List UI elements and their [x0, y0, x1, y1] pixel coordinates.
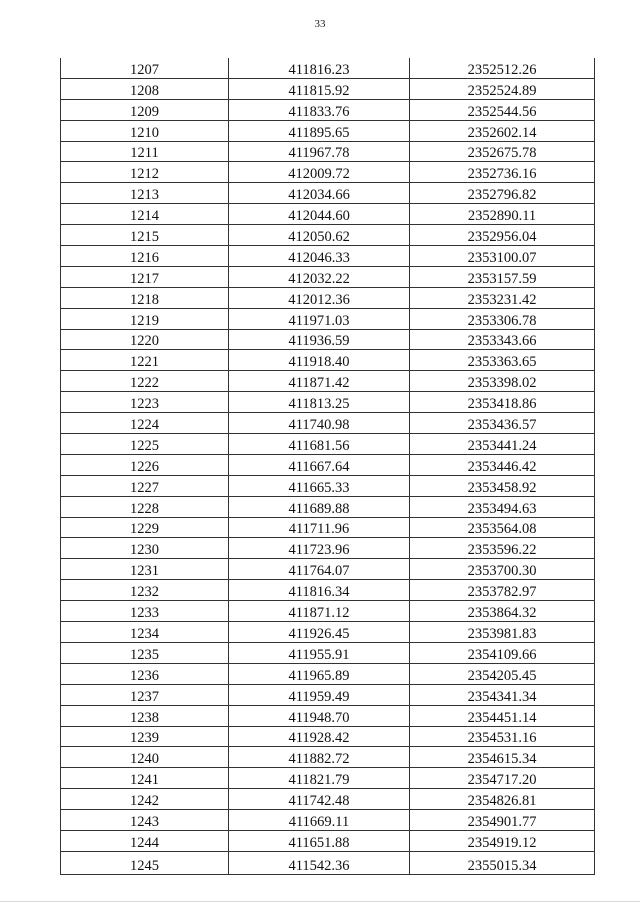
table-row — [61, 789, 595, 810]
table-row — [61, 371, 595, 392]
y-coordinate-cell: 2353700.30 — [410, 559, 595, 580]
table-row — [61, 58, 595, 78]
y-coordinate-cell: 2354341.34 — [410, 684, 595, 705]
point-number-cell: 1229 — [61, 517, 229, 538]
y-coordinate-cell: 2353363.65 — [410, 350, 595, 371]
y-coordinate-cell: 2354205.45 — [410, 663, 595, 684]
x-coordinate-cell: 411764.07 — [229, 559, 410, 580]
table-row — [61, 559, 595, 580]
point-number-cell: 1216 — [61, 246, 229, 267]
x-coordinate-cell: 412050.62 — [229, 225, 410, 246]
x-coordinate-cell: 411871.42 — [229, 371, 410, 392]
point-number-cell: 1215 — [61, 225, 229, 246]
table-row — [61, 120, 595, 141]
x-coordinate-cell: 411936.59 — [229, 329, 410, 350]
table-row — [61, 810, 595, 831]
table-row — [61, 413, 595, 434]
point-number-cell: 1218 — [61, 287, 229, 308]
y-coordinate-cell: 2353596.22 — [410, 538, 595, 559]
x-coordinate-cell: 411882.72 — [229, 747, 410, 768]
y-coordinate-cell: 2353231.42 — [410, 287, 595, 308]
x-coordinate-cell: 411681.56 — [229, 434, 410, 455]
x-coordinate-cell: 411542.36 — [229, 851, 410, 874]
y-coordinate-cell: 2352544.56 — [410, 99, 595, 120]
point-number-cell: 1223 — [61, 392, 229, 413]
x-coordinate-cell: 411667.64 — [229, 454, 410, 475]
x-coordinate-cell: 411967.78 — [229, 141, 410, 162]
x-coordinate-cell: 411965.89 — [229, 663, 410, 684]
x-coordinate-cell: 411816.23 — [229, 58, 410, 78]
x-coordinate-cell: 411742.48 — [229, 789, 410, 810]
point-number-cell: 1219 — [61, 308, 229, 329]
y-coordinate-cell: 2354717.20 — [410, 768, 595, 789]
x-coordinate-cell: 412046.33 — [229, 246, 410, 267]
y-coordinate-cell: 2352602.14 — [410, 120, 595, 141]
point-number-cell: 1231 — [61, 559, 229, 580]
table-row — [61, 726, 595, 747]
x-coordinate-cell: 411971.03 — [229, 308, 410, 329]
x-coordinate-cell: 412034.66 — [229, 183, 410, 204]
x-coordinate-cell: 411948.70 — [229, 705, 410, 726]
y-coordinate-cell: 2352524.89 — [410, 78, 595, 99]
x-coordinate-cell: 411821.79 — [229, 768, 410, 789]
y-coordinate-cell: 2353446.42 — [410, 454, 595, 475]
y-coordinate-cell: 2352512.26 — [410, 58, 595, 78]
y-coordinate-cell: 2352796.82 — [410, 183, 595, 204]
point-number-cell: 1213 — [61, 183, 229, 204]
point-number-cell: 1234 — [61, 622, 229, 643]
table-row — [61, 141, 595, 162]
table-row — [61, 642, 595, 663]
y-coordinate-cell: 2353864.32 — [410, 601, 595, 622]
table-row — [61, 266, 595, 287]
x-coordinate-cell: 411815.92 — [229, 78, 410, 99]
y-coordinate-cell: 2353782.97 — [410, 580, 595, 601]
point-number-cell: 1217 — [61, 266, 229, 287]
table-row — [61, 830, 595, 851]
table-row — [61, 475, 595, 496]
table-row — [61, 329, 595, 350]
point-number-cell: 1235 — [61, 642, 229, 663]
x-coordinate-cell: 411689.88 — [229, 496, 410, 517]
x-coordinate-cell: 412032.22 — [229, 266, 410, 287]
point-number-cell: 1226 — [61, 454, 229, 475]
point-number-cell: 1227 — [61, 475, 229, 496]
point-number-cell: 1240 — [61, 747, 229, 768]
y-coordinate-cell: 2354919.12 — [410, 830, 595, 851]
y-coordinate-cell: 2352890.11 — [410, 204, 595, 225]
x-coordinate-cell: 411651.88 — [229, 830, 410, 851]
x-coordinate-cell: 412009.72 — [229, 162, 410, 183]
y-coordinate-cell: 2353564.08 — [410, 517, 595, 538]
x-coordinate-cell: 412044.60 — [229, 204, 410, 225]
table-row — [61, 183, 595, 204]
point-number-cell: 1225 — [61, 434, 229, 455]
table-row — [61, 663, 595, 684]
table-row — [61, 99, 595, 120]
y-coordinate-cell: 2354826.81 — [410, 789, 595, 810]
table-row — [61, 204, 595, 225]
table-row — [61, 246, 595, 267]
x-coordinate-cell: 411816.34 — [229, 580, 410, 601]
point-number-cell: 1245 — [61, 851, 229, 874]
point-number-cell: 1209 — [61, 99, 229, 120]
point-number-cell: 1232 — [61, 580, 229, 601]
table-row — [61, 454, 595, 475]
y-coordinate-cell: 2353343.66 — [410, 329, 595, 350]
x-coordinate-cell: 411665.33 — [229, 475, 410, 496]
page-number: 33 — [314, 18, 326, 30]
y-coordinate-cell: 2354615.34 — [410, 747, 595, 768]
y-coordinate-cell: 2352956.04 — [410, 225, 595, 246]
point-number-cell: 1238 — [61, 705, 229, 726]
table-row — [61, 684, 595, 705]
y-coordinate-cell: 2354531.16 — [410, 726, 595, 747]
x-coordinate-cell: 411928.42 — [229, 726, 410, 747]
coordinates-table — [60, 58, 595, 875]
point-number-cell: 1222 — [61, 371, 229, 392]
y-coordinate-cell: 2354901.77 — [410, 810, 595, 831]
y-coordinate-cell: 2353436.57 — [410, 413, 595, 434]
table-row — [61, 622, 595, 643]
y-coordinate-cell: 2353458.92 — [410, 475, 595, 496]
table-row — [61, 350, 595, 371]
point-number-cell: 1228 — [61, 496, 229, 517]
table-row — [61, 496, 595, 517]
point-number-cell: 1237 — [61, 684, 229, 705]
point-number-cell: 1224 — [61, 413, 229, 434]
table-row — [61, 768, 595, 789]
table-row — [61, 580, 595, 601]
x-coordinate-cell: 411723.96 — [229, 538, 410, 559]
y-coordinate-cell: 2353398.02 — [410, 371, 595, 392]
y-coordinate-cell: 2353418.86 — [410, 392, 595, 413]
table-row — [61, 705, 595, 726]
x-coordinate-cell: 411669.11 — [229, 810, 410, 831]
y-coordinate-cell: 2355015.34 — [410, 851, 595, 874]
x-coordinate-cell: 411740.98 — [229, 413, 410, 434]
x-coordinate-cell: 412012.36 — [229, 287, 410, 308]
point-number-cell: 1220 — [61, 329, 229, 350]
y-coordinate-cell: 2353981.83 — [410, 622, 595, 643]
y-coordinate-cell: 2353441.24 — [410, 434, 595, 455]
x-coordinate-cell: 411813.25 — [229, 392, 410, 413]
x-coordinate-cell: 411871.12 — [229, 601, 410, 622]
table-row — [61, 851, 595, 874]
point-number-cell: 1210 — [61, 120, 229, 141]
point-number-cell: 1236 — [61, 663, 229, 684]
table-row — [61, 538, 595, 559]
x-coordinate-cell: 411959.49 — [229, 684, 410, 705]
table-row — [61, 287, 595, 308]
table-row — [61, 601, 595, 622]
y-coordinate-cell: 2352675.78 — [410, 141, 595, 162]
x-coordinate-cell: 411711.96 — [229, 517, 410, 538]
x-coordinate-cell: 411926.45 — [229, 622, 410, 643]
point-number-cell: 1214 — [61, 204, 229, 225]
table-row — [61, 392, 595, 413]
y-coordinate-cell: 2353100.07 — [410, 246, 595, 267]
point-number-cell: 1207 — [61, 58, 229, 78]
point-number-cell: 1212 — [61, 162, 229, 183]
point-number-cell: 1244 — [61, 830, 229, 851]
table-row — [61, 747, 595, 768]
point-number-cell: 1241 — [61, 768, 229, 789]
table-row — [61, 434, 595, 455]
point-number-cell: 1233 — [61, 601, 229, 622]
x-coordinate-cell: 411955.91 — [229, 642, 410, 663]
point-number-cell: 1211 — [61, 141, 229, 162]
point-number-cell: 1208 — [61, 78, 229, 99]
x-coordinate-cell: 411895.65 — [229, 120, 410, 141]
coordinates-table-body — [61, 58, 595, 874]
y-coordinate-cell: 2354451.14 — [410, 705, 595, 726]
table-row — [61, 78, 595, 99]
table-row — [61, 225, 595, 246]
y-coordinate-cell: 2353157.59 — [410, 266, 595, 287]
table-row — [61, 308, 595, 329]
y-coordinate-cell: 2353494.63 — [410, 496, 595, 517]
x-coordinate-cell: 411833.76 — [229, 99, 410, 120]
y-coordinate-cell: 2353306.78 — [410, 308, 595, 329]
table-row — [61, 162, 595, 183]
y-coordinate-cell: 2354109.66 — [410, 642, 595, 663]
page-bottom-rule — [0, 901, 640, 902]
point-number-cell: 1242 — [61, 789, 229, 810]
point-number-cell: 1230 — [61, 538, 229, 559]
y-coordinate-cell: 2352736.16 — [410, 162, 595, 183]
point-number-cell: 1243 — [61, 810, 229, 831]
x-coordinate-cell: 411918.40 — [229, 350, 410, 371]
point-number-cell: 1239 — [61, 726, 229, 747]
table-row — [61, 517, 595, 538]
point-number-cell: 1221 — [61, 350, 229, 371]
